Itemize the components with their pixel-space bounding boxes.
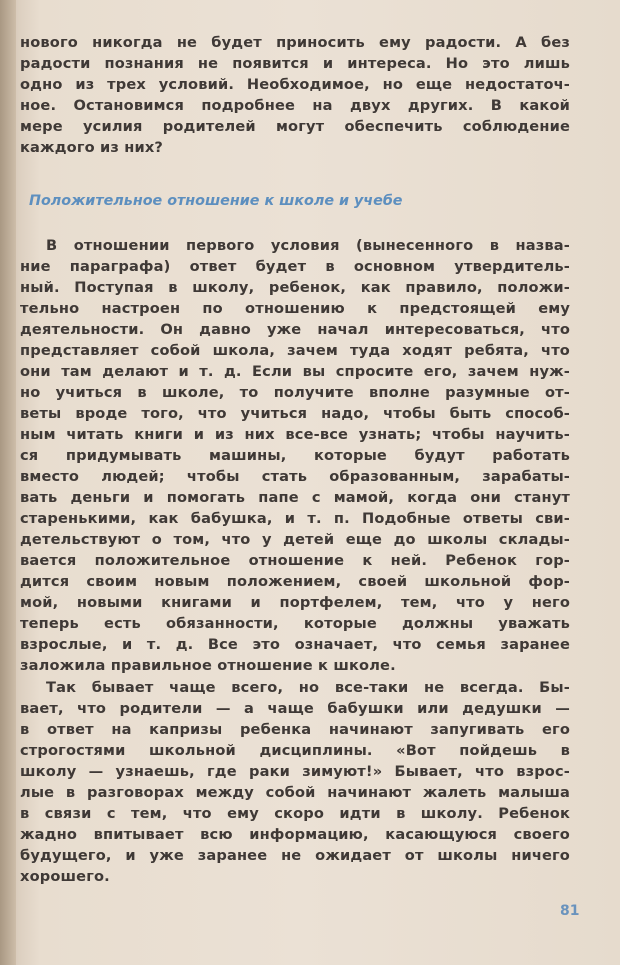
text-line: ный. Поступая в школу, ребенок, как правило, положи- bbox=[20, 279, 570, 296]
text-line: В отношении первого условия (вынесенного в назва- bbox=[46, 237, 570, 254]
text-line: веты вроде того, что учиться надо, чтобы быть способ- bbox=[20, 405, 570, 422]
text-line: детельствуют о том, что у детей еще до школы склады- bbox=[20, 531, 570, 548]
text-line: вать деньги и помогать папе с мамой, когда они станут bbox=[20, 489, 570, 506]
page-gutter-shadow bbox=[0, 0, 16, 965]
text-line: вается положительное отношение к ней. Ребенок гор- bbox=[20, 552, 570, 569]
text-line: будущего, и уже заранее не ожидает от школы ничего bbox=[20, 847, 570, 864]
text-line: взрослые, и т. д. Все это означает, что семья заранее bbox=[20, 636, 570, 653]
text-line: ние параграфа) ответ будет в основном утвердитель- bbox=[20, 258, 570, 275]
text-line: в ответ на капризы ребенка начинают запугивать его bbox=[20, 721, 570, 738]
text-line: тельно настроен по отношению к предстоящей ему bbox=[20, 300, 570, 317]
page-number: 81 bbox=[560, 903, 580, 919]
text-line: вместо людей; чтобы стать образованным, зарабаты- bbox=[20, 468, 570, 485]
text-line: мой, новыми книгами и портфелем, тем, что у него bbox=[20, 594, 570, 611]
text-line: нового никогда не будет приносить ему радости. А без bbox=[20, 34, 570, 51]
text-line: дится своим новым положением, своей школьной фор- bbox=[20, 573, 570, 590]
text-line: деятельности. Он давно уже начал интересоваться, что bbox=[20, 321, 570, 338]
text-line: теперь есть обязанности, которые должны уважать bbox=[20, 615, 570, 632]
text-line: ся придумывать машины, которые будут работать bbox=[20, 447, 570, 464]
text-line: заложила правильное отношение к школе. bbox=[20, 657, 396, 674]
text-line: лые в разговорах между собой начинают жалеть малыша bbox=[20, 784, 570, 801]
text-line: ным читать книги и из них все-все узнать; чтобы научить- bbox=[20, 426, 570, 443]
text-line: каждого из них? bbox=[20, 139, 164, 156]
text-line: строгостями школьной дисциплины. «Вот пойдешь в bbox=[20, 742, 570, 759]
section-heading: Положительное отношение к школе и учебе bbox=[29, 193, 403, 209]
text-line: они там делают и т. д. Если вы спросите его, зачем нуж- bbox=[20, 363, 570, 380]
text-line: но учиться в школе, то получите вполне разумные от- bbox=[20, 384, 570, 401]
text-line: представляет собой школа, зачем туда ходят ребята, что bbox=[20, 342, 570, 359]
text-line: одно из трех условий. Необходимое, но еще недостаточ- bbox=[20, 76, 570, 93]
text-line: школу — узнаешь, где раки зимуют!» Бывает, что взрос- bbox=[20, 763, 570, 780]
text-line: радости познания не появится и интереса. Но это лишь bbox=[20, 55, 570, 72]
text-line: жадно впитывает всю информацию, касающуюся своего bbox=[20, 826, 570, 843]
text-line: хорошего. bbox=[20, 868, 110, 885]
text-line: мере усилия родителей могут обеспечить соблюдение bbox=[20, 118, 570, 135]
text-line: ное. Остановимся подробнее на двух других. В какой bbox=[20, 97, 570, 114]
text-line: Так бывает чаще всего, но все-таки не всегда. Бы- bbox=[46, 679, 570, 696]
text-line: вает, что родители — а чаще бабушки или дедушки — bbox=[20, 700, 570, 717]
text-line: в связи с тем, что ему скоро идти в школу. Ребенок bbox=[20, 805, 570, 822]
text-line: старенькими, как бабушка, и т. п. Подобные ответы сви- bbox=[20, 510, 570, 527]
